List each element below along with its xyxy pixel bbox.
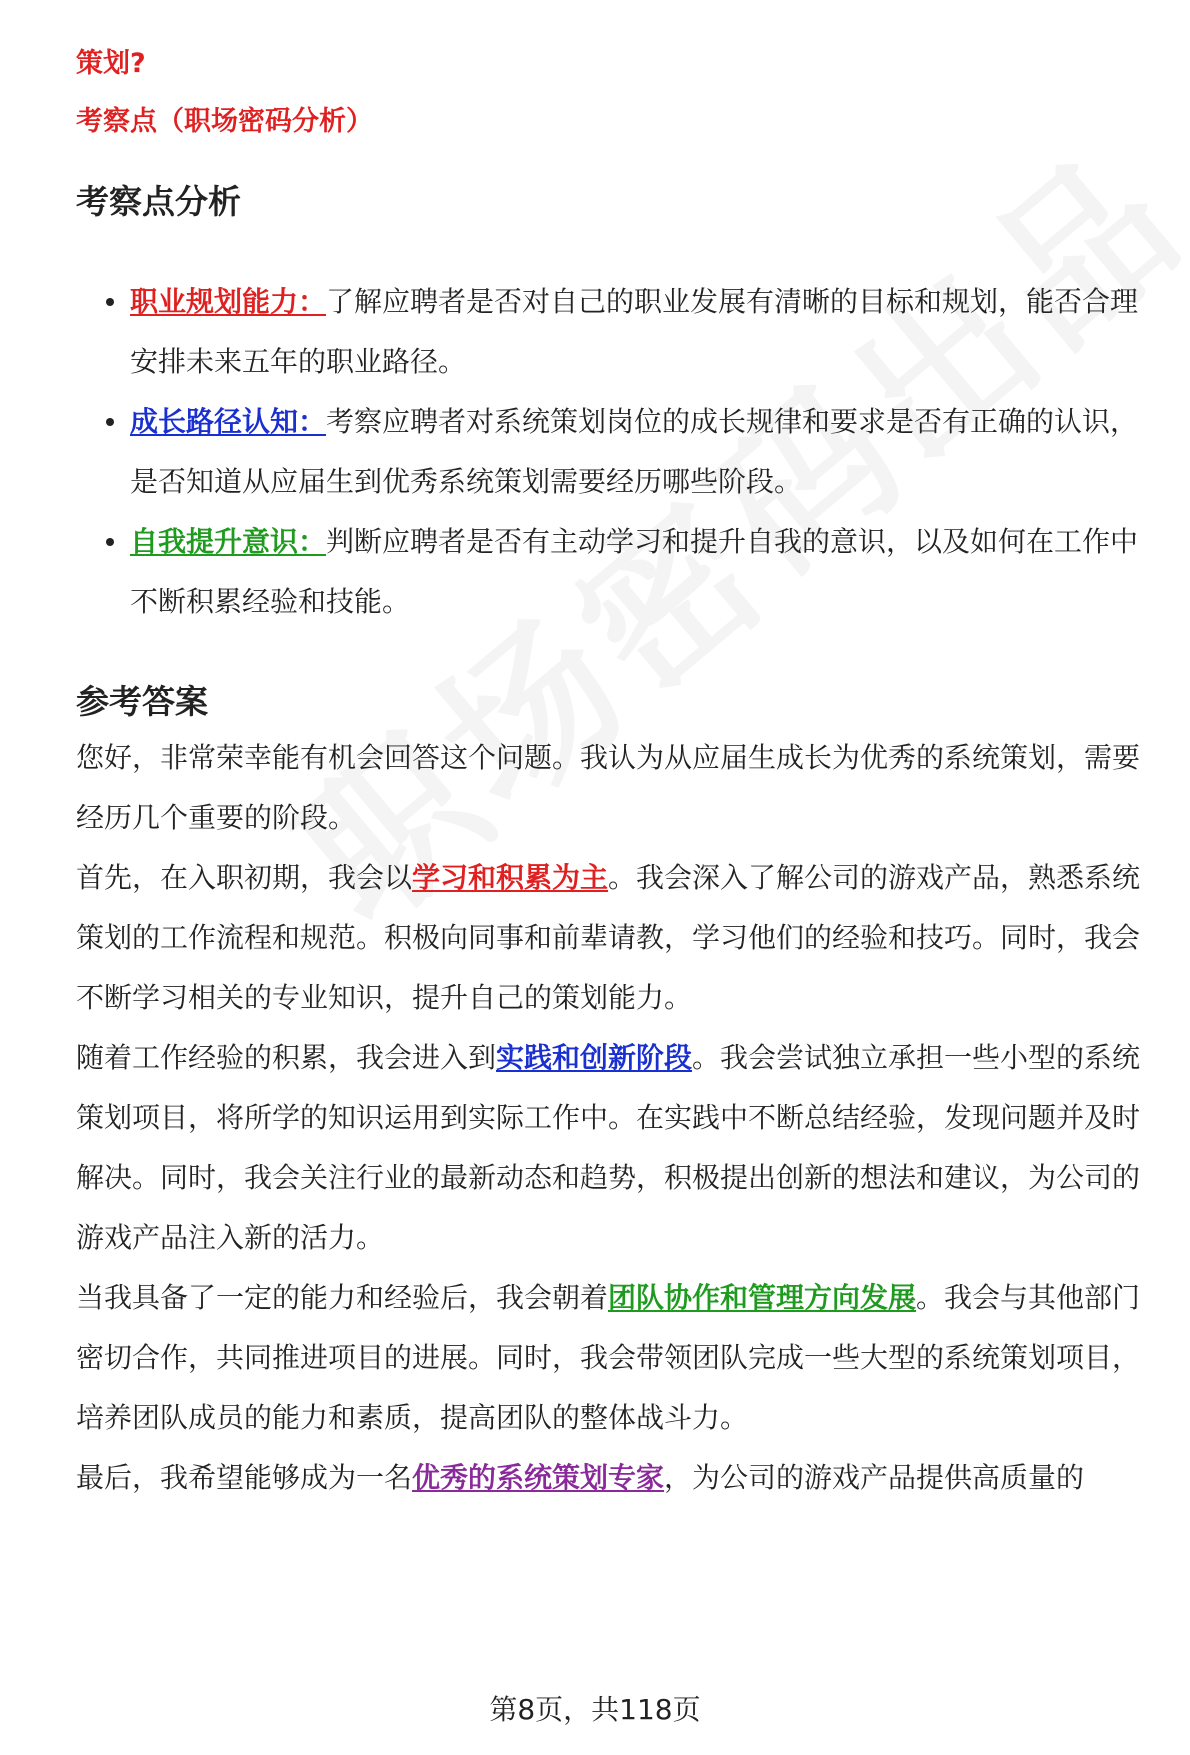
analysis-point-career: [130, 272, 1161, 392]
bullet-dot: [106, 538, 114, 546]
answer-paragraph-5: [76, 1448, 1161, 1508]
point-label-self: 自我提升意识：: [130, 525, 327, 558]
analysis-heading: 考察点分析: [76, 182, 241, 221]
bullet-dot: [106, 418, 114, 426]
answer-paragraph-3: [76, 1028, 1161, 1268]
page-content: [76, 44, 1161, 1508]
point-label-growth: 成长路径认知：: [130, 405, 327, 438]
p3-highlight: 实践和创新阶段: [496, 1041, 693, 1074]
answer-paragraph-2: [76, 848, 1161, 1028]
analysis-point-growth: [130, 392, 1161, 512]
analysis-list: [76, 272, 1161, 632]
p3-text-before: 随着工作经验的积累，我会进入到: [76, 1041, 497, 1074]
p2-text-after: 。我会深入了解公司的游戏产品，熟悉系统策划的工作流程和规范。积极向同事和前辈请教，学习他们的经验和技巧。同时，我会不断学习相关的专业知识，提升自己的策划能力。: [76, 861, 1141, 1014]
answer-paragraph-1: 您好，非常荣幸能有机会回答这个问题。我认为从应届生成长为优秀的系统策划，需要经历几个重要的阶段。: [76, 741, 1141, 834]
answer-heading: 参考答案: [76, 682, 208, 721]
analysis-point-self: [130, 512, 1161, 632]
section-label: 考察点（职场密码分析）: [76, 106, 373, 137]
page-number: 第8页，共118页: [489, 1693, 701, 1726]
p4-highlight: 团队协作和管理方向发展: [608, 1281, 917, 1314]
point-text-career: 了解应聘者是否对自己的职业发展有清晰的目标和规划，能否合理安排未来五年的职业路径。: [130, 285, 1139, 378]
p2-highlight: 学习和积累为主: [412, 861, 609, 894]
p5-text-before: 最后，我希望能够成为一名: [76, 1461, 413, 1494]
bullet-dot: [106, 298, 114, 306]
p3-text-after: 。我会尝试独立承担一些小型的系统策划项目，将所学的知识运用到实际工作中。在实践中不断总结经验，发现问题并及时解决。同时，我会关注行业的最新动态和趋势，积极提出创新的想法和建议，为公司的游戏产品注入新的活力。: [76, 1041, 1141, 1254]
p2-text-before: 首先，在入职初期，我会以: [76, 861, 413, 894]
question-tail: 策划?: [76, 48, 146, 79]
p5-highlight: 优秀的系统策划专家: [412, 1461, 665, 1494]
point-text-self: 判断应聘者是否有主动学习和提升自我的意识，以及如何在工作中不断积累经验和技能。: [130, 525, 1139, 618]
point-label-career: 职业规划能力：: [130, 285, 327, 318]
p4-text-after: 。我会与其他部门密切合作，共同推进项目的进展。同时，我会带领团队完成一些大型的系统策划项目，培养团队成员的能力和素质，提高团队的整体战斗力。: [76, 1281, 1141, 1434]
p4-text-before: 当我具备了一定的能力和经验后，我会朝着: [76, 1281, 609, 1314]
point-text-growth: 考察应聘者对系统策划岗位的成长规律和要求是否有正确的认识，是否知道从应届生到优秀系统策划需要经历哪些阶段。: [130, 405, 1139, 498]
answer-paragraph-4: [76, 1268, 1161, 1448]
p5-text-after: ，为公司的游戏产品提供高质量的: [664, 1461, 1085, 1494]
